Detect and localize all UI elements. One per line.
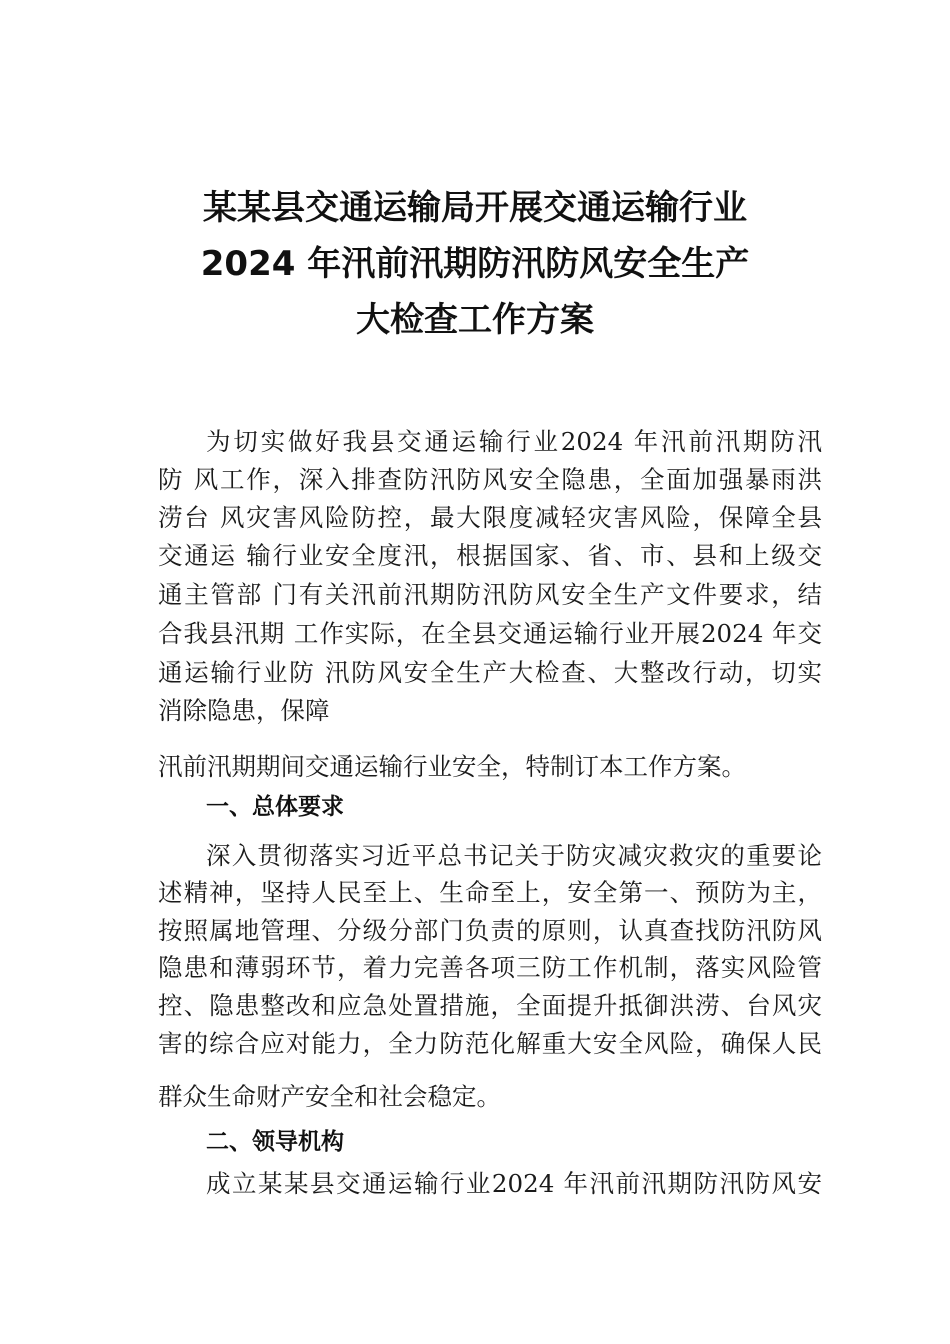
section-line: 述精神，坚持人民至上、生命至上，安全第一、预防为主，: [158, 878, 822, 907]
section-heading: 一、总体要求: [206, 794, 344, 820]
title-line: 2024 年汛前汛期防汛防风安全生产: [200, 244, 750, 284]
intro-line: 通主管部 门有关汛前汛期防汛防风安全生产文件要求，结: [158, 580, 822, 609]
title-line: 某某县交通运输局开展交通运输行业: [203, 188, 747, 228]
intro-line: 防 风工作，深入排查防汛防风安全隐患，全面加强暴雨洪: [158, 465, 822, 494]
section-line: 害的综合应对能力，全力防范化解重大安全风险，确保人民: [158, 1029, 822, 1058]
intro-line: 合我县汛期 工作实际，在全县交通运输行业开展2024 年交: [158, 619, 822, 648]
intro-line: 为切实做好我县交通运输行业2024 年汛前汛期防汛: [206, 427, 822, 456]
intro-line: 涝台 风灾害风险防控，最大限度减轻灾害风险，保障全县: [158, 503, 822, 532]
intro-line: 通运输行业防 汛防风安全生产大检查、大整改行动，切实: [158, 658, 822, 687]
title-line: 大检查工作方案: [356, 300, 594, 340]
intro-line: 交通运 输行业安全度汛，根据国家、省、市、县和上级交: [158, 541, 822, 570]
section-line: 群众生命财产安全和社会稳定。: [158, 1082, 501, 1111]
section-line: 隐患和薄弱环节，着力完善各项三防工作机制，落实风险管: [158, 953, 822, 982]
section-line: 成立某某县交通运输行业2024 年汛前汛期防汛防风安: [206, 1169, 822, 1198]
intro-line: 汛前汛期期间交通运输行业安全，特制订本工作方案。: [158, 752, 746, 781]
intro-line: 消除隐患，保障: [158, 696, 330, 725]
section-line: 按照属地管理、分级分部门负责的原则，认真查找防汛防风: [158, 916, 822, 945]
section-line: 深入贯彻落实习近平总书记关于防灾减灾救灾的重要论: [206, 841, 822, 870]
section-line: 控、隐患整改和应急处置措施，全面提升抵御洪涝、台风灾: [158, 991, 822, 1020]
section-heading: 二、领导机构: [206, 1129, 344, 1155]
document-title: [0, 180, 950, 348]
